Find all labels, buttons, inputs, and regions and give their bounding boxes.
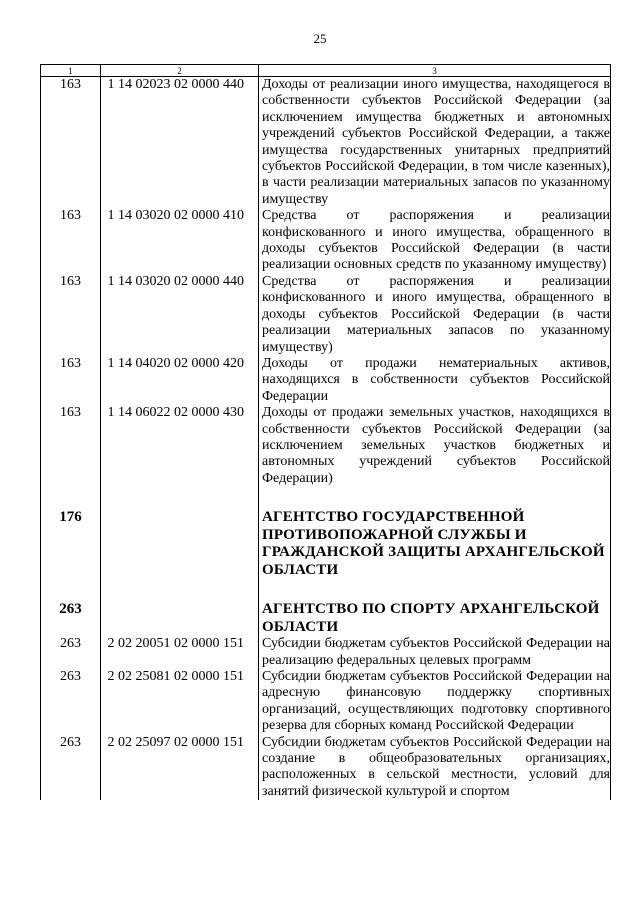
row-spacer bbox=[41, 487, 611, 509]
revenue-description: Доходы от продажи земельных участков, находящихся в собственности субъектов Российской Федерации (за исключением земельных участков бюджетных и автономных учреждений субъектов Российской Федерации) bbox=[259, 405, 611, 487]
agency-admin-code: 263 bbox=[41, 601, 101, 636]
revenue-table bbox=[40, 64, 611, 800]
agency-admin-code: 176 bbox=[41, 509, 101, 579]
admin-code: 263 bbox=[41, 669, 101, 735]
agency-heading-row bbox=[41, 509, 611, 579]
admin-code: 163 bbox=[41, 77, 101, 209]
table-row bbox=[41, 356, 611, 405]
table-row bbox=[41, 636, 611, 669]
agency-name: АГЕНТСТВО ГОСУДАРСТВЕННОЙ ПРОТИВОПОЖАРНОЙ СЛУЖБЫ И ГРАЖДАНСКОЙ ЗАЩИТЫ АРХАНГЕЛЬСКОЙ ОБЛАСТИ bbox=[259, 509, 611, 579]
table-row bbox=[41, 274, 611, 356]
revenue-description: Субсидии бюджетам субъектов Российской Федерации на реализацию федеральных целевых программ bbox=[259, 636, 611, 669]
revenue-code: 1 14 04020 02 0000 420 bbox=[107, 355, 244, 371]
table-row bbox=[41, 735, 611, 801]
revenue-description: Субсидии бюджетам субъектов Российской Федерации на адресную финансовую поддержку спортивных организаций, осуществляющих подготовку спортивного резерва для сборных команд Российской Федерации bbox=[259, 669, 611, 735]
revenue-code: 1 14 06022 02 0000 430 bbox=[107, 405, 244, 421]
header-col-3: 3 bbox=[259, 65, 611, 77]
row-spacer bbox=[41, 579, 611, 601]
agency-code-empty bbox=[101, 601, 259, 636]
admin-code: 163 bbox=[41, 274, 101, 356]
agency-name: АГЕНТСТВО ПО СПОРТУ АРХАНГЕЛЬСКОЙ ОБЛАСТИ bbox=[259, 601, 611, 636]
revenue-code: 1 14 02023 02 0000 440 bbox=[107, 77, 244, 92]
revenue-description: Средства от распоряжения и реализации конфискованного и иного имущества, обращенного в доходы субъектов Российской Федерации (в части реализации основных средств по указанному имуществу) bbox=[259, 208, 611, 274]
header-col-2: 2 bbox=[101, 65, 259, 77]
admin-code: 163 bbox=[41, 208, 101, 274]
table-row bbox=[41, 405, 611, 487]
revenue-description: Доходы от продажи нематериальных активов, находящихся в собственности субъектов Российской Федерации bbox=[259, 356, 611, 405]
agency-heading-row bbox=[41, 601, 611, 636]
header-col-1: 1 bbox=[41, 65, 101, 77]
table-row bbox=[41, 669, 611, 735]
revenue-code: 2 02 20051 02 0000 151 bbox=[107, 636, 244, 652]
revenue-description: Средства от распоряжения и реализации конфискованного и иного имущества, обращенного в доходы субъектов Российской Федерации (в части реализации материальных запасов по указанному имуществу) bbox=[259, 274, 611, 356]
revenue-code: 2 02 25081 02 0000 151 bbox=[107, 668, 244, 684]
table-row bbox=[41, 208, 611, 274]
page-number: 25 bbox=[313, 31, 327, 46]
table-header-row bbox=[41, 65, 611, 77]
admin-code: 263 bbox=[41, 735, 101, 801]
agency-code-empty bbox=[101, 509, 259, 579]
admin-code: 163 bbox=[41, 356, 101, 405]
admin-code: 263 bbox=[41, 636, 101, 669]
revenue-code: 2 02 25097 02 0000 151 bbox=[107, 734, 244, 750]
revenue-description: Доходы от реализации иного имущества, находящегося в собственности субъектов Российской Федерации (за исключением имущества бюджетных и автономных учреждений субъектов Российской Федерации, а также имущества государственных унитарных предприятий субъектов Российской Федерации, в том числе казенных), в части реализации материальных запасов по указанному имуществу bbox=[259, 77, 611, 209]
revenue-code: 1 14 03020 02 0000 410 bbox=[107, 208, 244, 224]
revenue-code: 1 14 03020 02 0000 440 bbox=[107, 273, 244, 289]
admin-code: 163 bbox=[41, 405, 101, 487]
table-row bbox=[41, 77, 611, 209]
revenue-description: Субсидии бюджетам субъектов Российской Федерации на создание в общеобразовательных организациях, расположенных в сельской местности, условий для занятий физической культурой и спортом bbox=[259, 735, 611, 801]
